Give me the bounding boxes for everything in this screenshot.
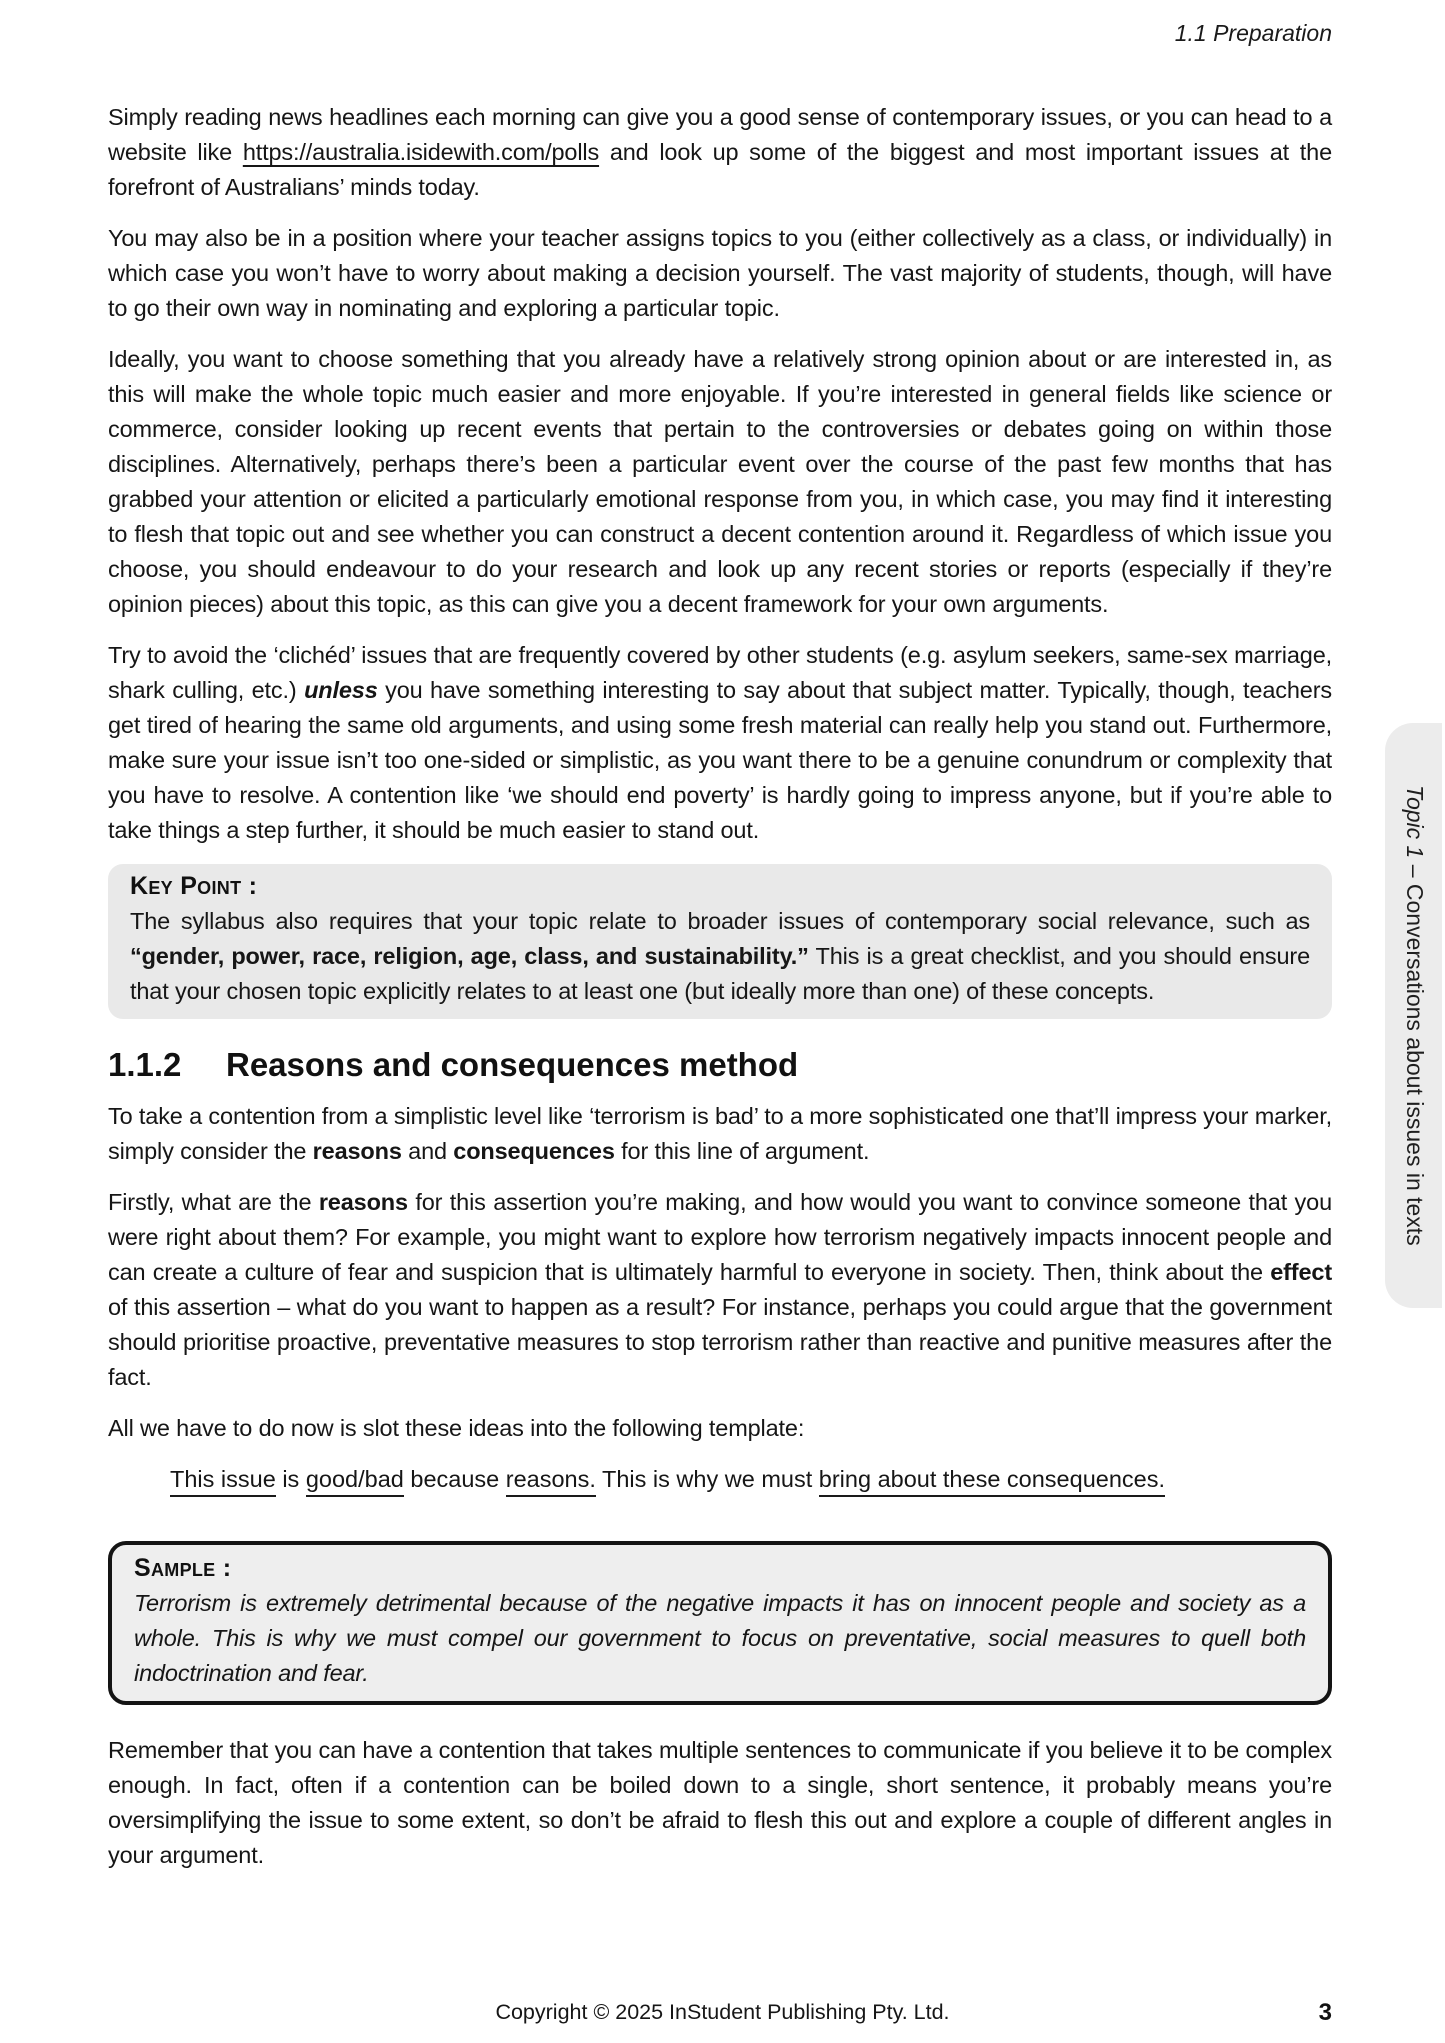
paragraph-text: Firstly, what are the	[108, 1189, 319, 1215]
template-blank-reasons: reasons.	[506, 1466, 596, 1497]
key-point-label: Key Point :	[130, 872, 258, 900]
contention-template-line	[170, 1462, 1332, 1497]
paragraph-text: This is a great checklist, and you should ensure that your chosen topic explicitly relates to at least one (but ideally more than one) of these concepts.	[130, 943, 1310, 1004]
paragraph-choosing-topic: Ideally, you want to choose something that you already have a relatively strong opinion about or are interested in, as this will make the whole topic much easier and more enjoyable. If you’re interested in general fields like science or commerce, consider looking up recent events that pertain to the controversies or debates going on within those disciplines. Alternatively, perhaps there’s been a particular event over the course of the past few months that has grabbed your attention or elicited a particularly emotional response from you, in which case, you may find it interesting to flesh that topic out and see whether you can construct a decent contention around it. Regardless of which issue you choose, you should endeavour to do your research and look up any recent stories or reports (especially if they’re opinion pieces) about this topic, as this can give you a decent framework for your own arguments.	[108, 346, 1332, 617]
template-blank-issue: This issue	[170, 1466, 276, 1497]
bold-reasons: reasons	[318, 1189, 408, 1215]
emphasis-unless: unless	[304, 677, 378, 703]
template-text: This is why we must	[595, 1466, 819, 1492]
template-blank-goodbad: good/bad	[306, 1466, 404, 1497]
template-blank-consequences: bring about these consequences.	[819, 1466, 1165, 1497]
side-tab-separator: –	[1402, 858, 1428, 885]
template-text: because	[403, 1466, 506, 1492]
key-point-body	[130, 904, 1310, 1009]
key-point-bold-concepts: “gender, power, race, religion, age, class, and sustainability.”	[130, 943, 809, 969]
paragraph-text: of this assertion – what do you want to happen as a result? For instance, perhaps you could argue that the government should prioritise proactive, preventative measures to stop terrorism rather than reactive and punitive measures after the fact.	[108, 1294, 1332, 1390]
bold-reasons: reasons	[312, 1138, 402, 1164]
paragraph-firstly-reasons	[108, 1185, 1332, 1395]
sample-body: Terrorism is extremely detrimental because of the negative impacts it has on innocent people and society as a whole. This is why we must compel our government to focus on preventative, social measures to quell both indoctrination and fear.	[134, 1590, 1306, 1686]
polls-url-link[interactable]: https://australia.isidewith.com/polls	[242, 139, 600, 165]
footer-copyright: Copyright © 2025 InStudent Publishing Pty. Ltd.	[495, 2000, 950, 2024]
running-header: 1.1 Preparation	[1174, 20, 1332, 46]
paragraph-slot-ideas: All we have to do now is slot these ideas into the following template:	[108, 1415, 805, 1441]
sample-box	[108, 1541, 1332, 1705]
paragraph-text: and	[401, 1138, 454, 1164]
paragraph-text: Try to avoid the ‘clichéd’ issues that are frequently covered by other students (e.g. asylum seekers, same-sex marriage, shark culling, etc.)	[108, 642, 1332, 703]
paragraph-text: for this assertion you’re making, and how would you want to convince someone that you were right about them? For example, you might want to explore how terrorism negatively impacts innocent people and can create a culture of fear and suspicion that is ultimately harmful to everyone in society. Then, think about the	[108, 1189, 1332, 1285]
paragraph-text: for this line of argument.	[614, 1138, 870, 1164]
template-text: is	[275, 1466, 306, 1492]
paragraph-remember-contention: Remember that you can have a contention that takes multiple sentences to communicate if you believe it to be complex enough. In fact, often if a contention can be boiled down to a single, short sentence, it probably means you’re oversimplifying the issue to some extent, so don’t be afraid to flesh this out and explore a couple of different angles in your argument.	[108, 1737, 1332, 1868]
paragraph-text: Simply reading news headlines each morning can give you a good sense of contemporary issues, or you can head to a website like	[108, 104, 1332, 165]
paragraph-text: The syllabus also requires that your topic relate to broader issues of contemporary social relevance, such as	[130, 908, 1310, 934]
side-tab-topic: Topic 1	[1402, 785, 1428, 859]
paragraph-text: and look up some of the biggest and most important issues at the forefront of Australians’ minds today.	[108, 139, 1332, 200]
paragraph-teacher-assigns: You may also be in a position where your teacher assigns topics to you (either collectively as a class, or individually) in which case you won’t have to worry about making a decision yourself. The vast majority of students, though, will have to go their own way in nominating and exploring a particular topic.	[108, 225, 1332, 321]
key-point-box	[108, 864, 1332, 1019]
section-title: Reasons and consequences method	[226, 1046, 799, 1083]
paragraph-text: you have something interesting to say about that subject matter. Typically, though, teachers get tired of hearing the same old arguments, and using some fresh material can really help you stand out. Furthermore, make sure your issue isn’t too one-sided or simplistic, as you want there to be a genuine conundrum or complexity that you have to resolve. A contention like ‘we should end poverty’ is hardly going to impress anyone, but if you’re able to take things a step further, it should be much easier to stand out.	[108, 677, 1332, 843]
section-heading	[108, 1045, 1332, 1085]
bold-consequences: consequences	[453, 1138, 615, 1164]
bold-effect: effect	[1270, 1259, 1332, 1285]
content-column	[108, 0, 1332, 1889]
chapter-side-tab	[1385, 723, 1442, 1308]
paragraph-take-contention	[108, 1099, 1332, 1169]
paragraph-text: To take a contention from a simplistic level like ‘terrorism is bad’ to a more sophisticated one that’ll impress your marker, simply consider the	[108, 1103, 1332, 1164]
paragraph-cliched-issues	[108, 638, 1332, 848]
paragraph-news-headlines	[108, 100, 1332, 205]
sample-label: Sample :	[134, 1554, 232, 1582]
page-number: 3	[1318, 1999, 1332, 2026]
side-tab-title: Conversations about issues in texts	[1402, 884, 1428, 1246]
section-number: 1.1.2	[108, 1046, 182, 1083]
